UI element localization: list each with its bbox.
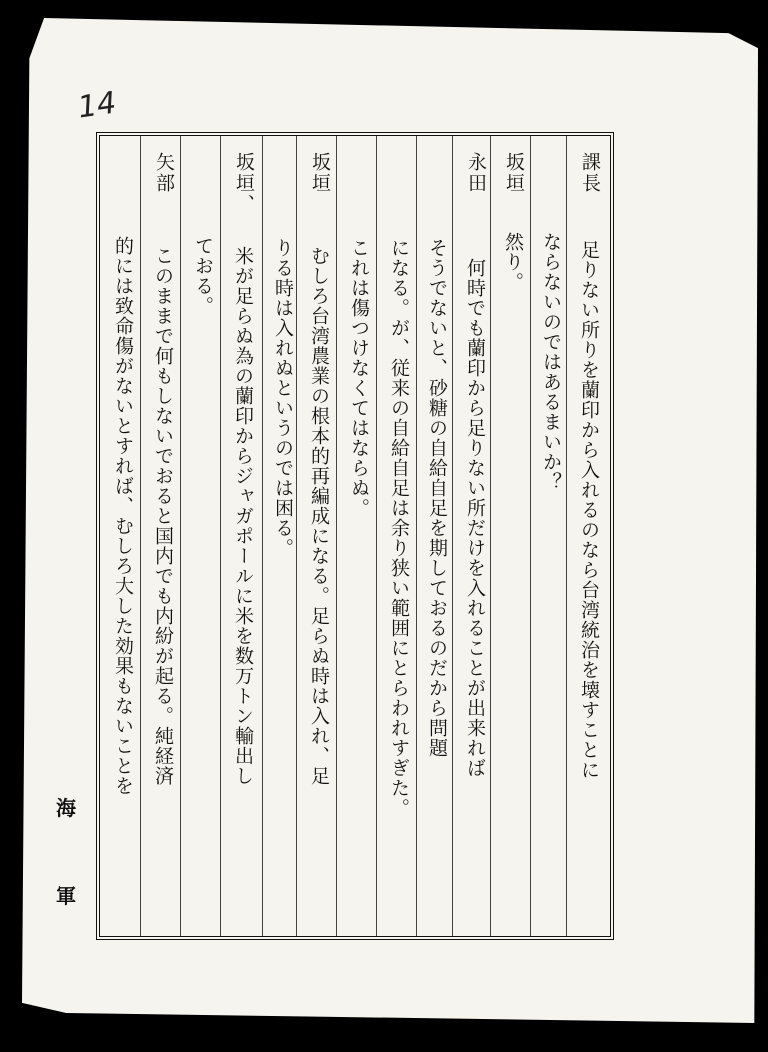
manuscript-line: 的には致命傷がないとすれば、むしろ大した効果もないことを	[112, 236, 134, 796]
navy-stamp-char: 海	[56, 796, 76, 820]
speaker-label: 永田	[465, 152, 487, 194]
manuscript-line: ておる。	[192, 236, 214, 316]
manuscript-line: りる時は入れぬというのでは困る。	[272, 238, 294, 558]
manuscript-line: 然り。	[502, 232, 524, 292]
manuscript-line: ならないのではあるまいか？	[540, 232, 562, 492]
speaker-label: 矢部	[153, 152, 175, 194]
manuscript-line: むしろ台湾農業の根本的再編成になる。足らぬ時は入れ、足	[308, 246, 330, 786]
manuscript-line: 米が足らぬ為の蘭印からジャガポールに米を数万トン輸出し	[232, 246, 254, 786]
ruling-line	[262, 136, 263, 936]
speaker-label: 坂垣	[309, 152, 331, 194]
navy-stamp-char: 軍	[56, 884, 76, 908]
page-number: 14	[75, 85, 119, 126]
manuscript-line: これは傷つけなくてはならぬ。	[348, 238, 370, 518]
speaker-label: 課長	[579, 152, 601, 194]
manuscript-line: 何時でも蘭印から足りない所だけを入れることが出来れば	[464, 258, 486, 778]
manuscript-line: 足りない所りを蘭印から入れるのなら台湾統治を壊すことに	[578, 240, 600, 780]
manuscript-line: になる。が、従来の自給自足は余り狭い範囲にとらわれすぎた。	[388, 238, 410, 818]
manuscript-line: このままで何もしないでおると国内でも内紛が起る。純経済	[152, 246, 174, 786]
manuscript-line: そうでないと、砂糖の自給自足を期しておるのだから問題	[426, 238, 448, 758]
speaker-label: 坂垣、	[233, 152, 255, 215]
speaker-label: 坂垣	[503, 152, 525, 194]
